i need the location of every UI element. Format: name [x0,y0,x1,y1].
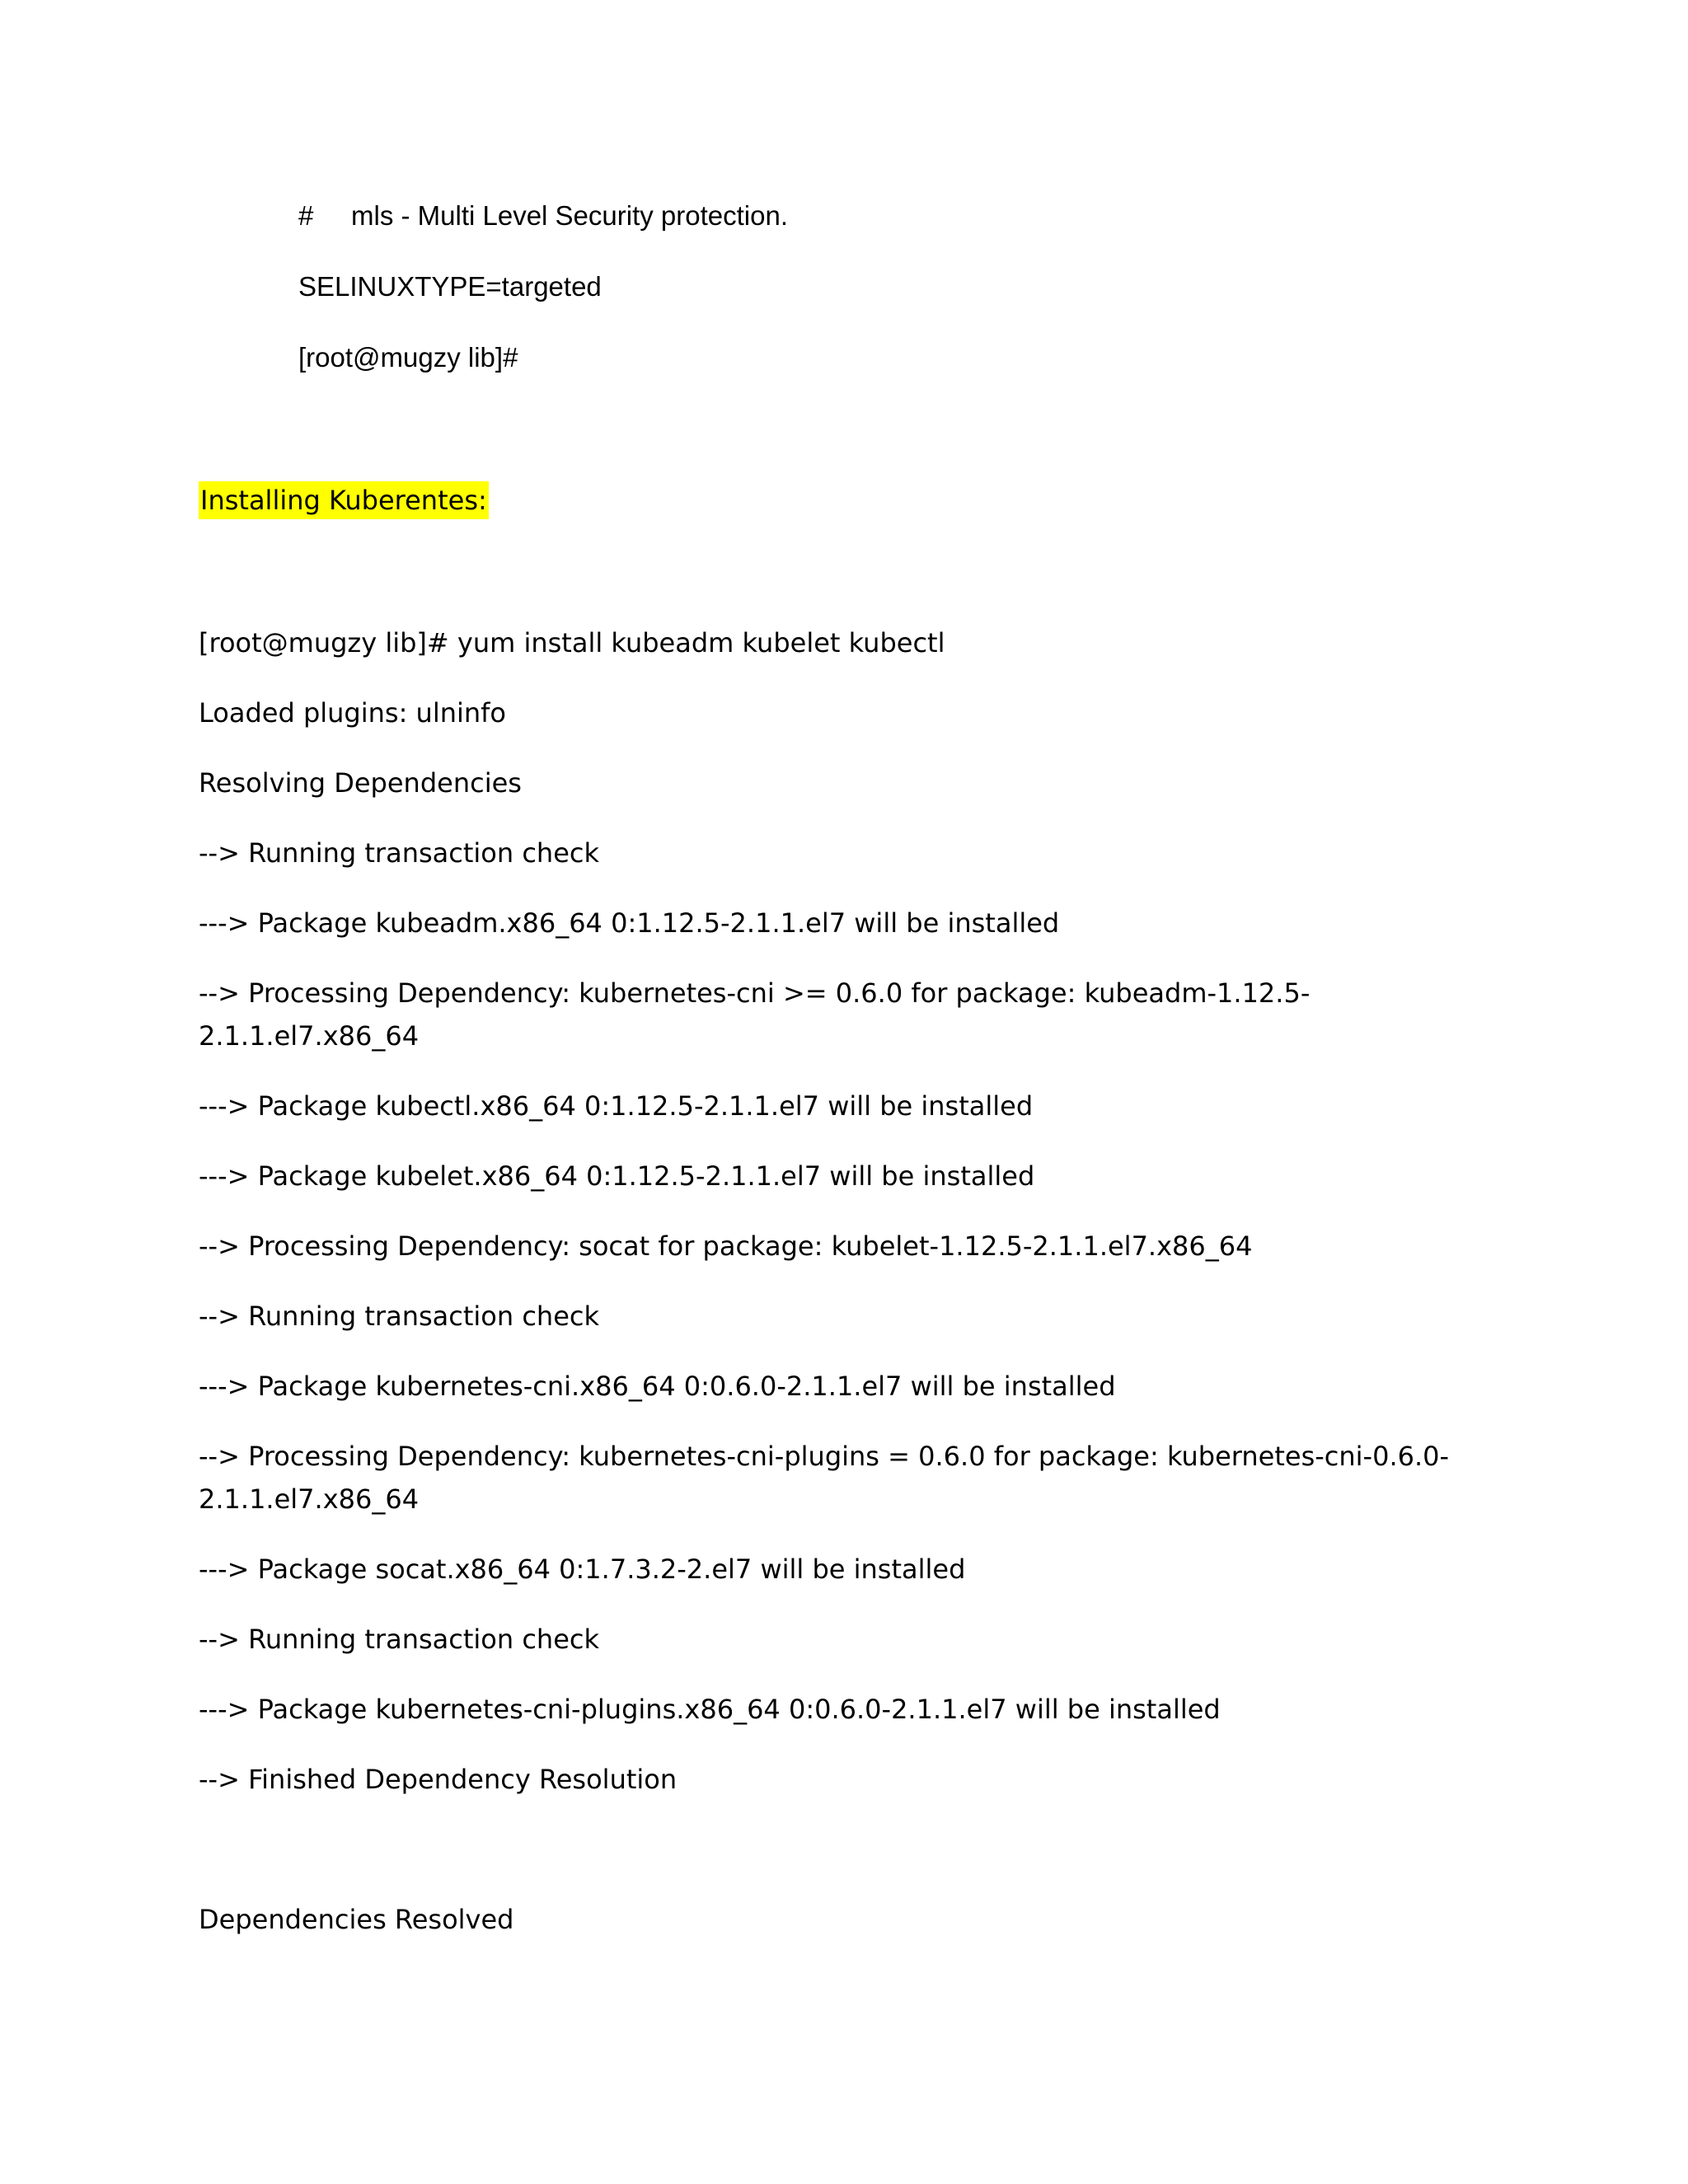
terminal-line: ---> Package kubernetes-cni-plugins.x86_64 0:0.6.0-2.1.1.el7 will be installed [199,1694,1221,1725]
yum-install-output [199,621,1484,1968]
terminal-line: --> Processing Dependency: kubernetes-cni-plugins = 0.6.0 for package: kubernetes-cni-0.6.0- 2.1.1.el7.x86_64 [199,1441,1450,1515]
blank-gap [199,1828,1484,1898]
terminal-line: ---> Package socat.x86_64 0:1.7.3.2-2.el7 will be installed [199,1554,966,1585]
terminal-line: ---> Package kubectl.x86_64 0:1.12.5-2.1.1.el7 will be installed [199,1090,1034,1122]
comment-hash: # [298,200,314,231]
terminal-line: --> Processing Dependency: kubernetes-cni >= 0.6.0 for package: kubeadm-1.12.5-2.1.1.el7.x86_64 [199,977,1311,1052]
terminal-line: [root@mugzy lib]# yum install kubeadm kubelet kubectl [199,627,945,658]
terminal-line: Loaded plugins: ulninfo [199,697,506,729]
config-comment-line [298,196,1452,267]
comment-text: mls - Multi Level Security protection. [351,200,789,231]
terminal-line: Resolving Dependencies [199,767,522,799]
terminal-line: ---> Package kubelet.x86_64 0:1.12.5-2.1.1.el7 will be installed [199,1160,1035,1192]
selinux-config-excerpt [298,196,1452,409]
terminal-line: ---> Package kubernetes-cni.x86_64 0:0.6.0-2.1.1.el7 will be installed [199,1371,1116,1402]
terminal-line: --> Processing Dependency: socat for package: kubelet-1.12.5-2.1.1.el7.x86_64 [199,1230,1253,1262]
terminal-line: --> Running transaction check [199,1301,599,1332]
terminal-line: ---> Package kubeadm.x86_64 0:1.12.5-2.1.1.el7 will be installed [199,907,1060,939]
terminal-line: --> Running transaction check [199,1624,599,1655]
selinuxtype-line: SELINUXTYPE=targeted [298,271,602,302]
terminal-line: --> Running transaction check [199,837,599,869]
shell-prompt-line: [root@mugzy lib]# [298,342,518,373]
section-heading-highlighted: Installing Kuberentes: [199,481,489,519]
terminal-line: --> Finished Dependency Resolution [199,1764,678,1795]
dependencies-resolved-line: Dependencies Resolved [199,1904,514,1935]
